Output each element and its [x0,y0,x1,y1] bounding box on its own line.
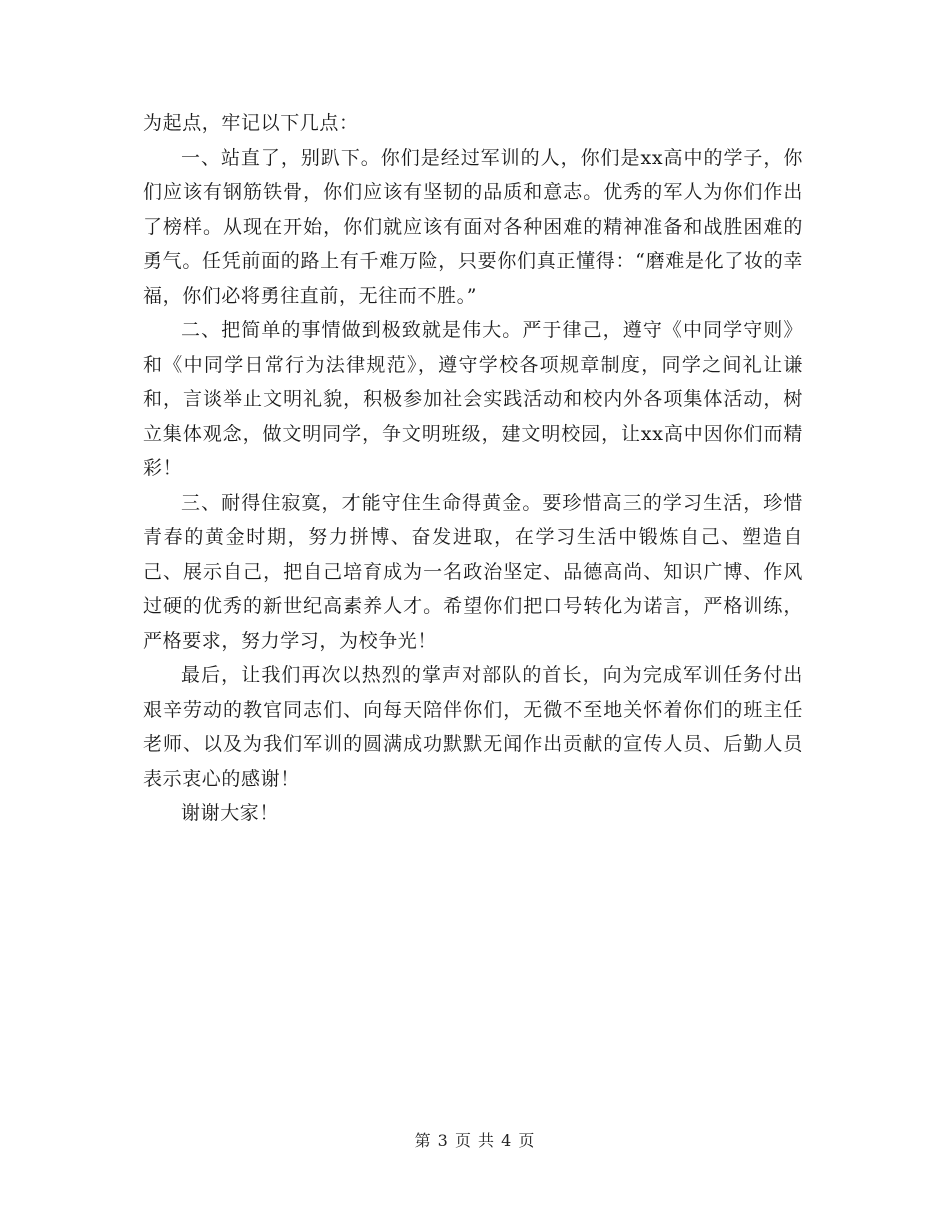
paragraph-thanks: 最后，让我们再次以热烈的掌声对部队的首长，向为完成军训任务付出艰辛劳动的教官同志们、向每天陪伴你们，无微不至地关怀着你们的班主任老师、以及为我们军训的圆满成功默默无闻作出贡献的宣传人员、后勤人员表示衷心的感谢！ [143,664,803,790]
document-body [143,106,803,831]
paragraph-intro: 为起点，牢记以下几点： [143,112,359,134]
page-number-footer: 第 3 页 共 4 页 [414,1131,536,1150]
paragraph-point-two: 二、把简单的事情做到极致就是伟大。严于律己，遵守《中同学守则》和《中同学日常行为法律规范》，遵守学校各项规章制度，同学之间礼让谦和，言谈举止文明礼貌，积极参加社会实践活动和校内外各项集体活动，树立集体观念，做文明同学，争文明班级，建文明校园，让xx高中因你们而精彩！ [143,319,803,479]
paragraph-point-one: 一、站直了，别趴下。你们是经过军训的人，你们是xx高中的学子，你们应该有钢筋铁骨，你们应该有坚韧的品质和意志。优秀的军人为你们作出了榜样。从现在开始，你们就应该有面对各种困难的精神准备和战胜困难的勇气。任凭前面的路上有千难万险，只要你们真正懂得：“磨难是化了妆的幸福，你们必将勇往直前，无往而不胜。” [143,146,803,307]
paragraph-point-three: 三、耐得住寂寞，才能守住生命得黄金。要珍惜高三的学习生活，珍惜青春的黄金时期，努力拼博、奋发进取，在学习生活中锻炼自己、塑造自己、展示自己，把自己培育成为一名政治坚定、品德高尚、知识广博、作风过硬的优秀的新世纪高素养人才。希望你们把口号转化为诺言，严格训练，严格要求，努力学习，为校争光！ [143,491,803,652]
paragraph-closing: 谢谢大家！ [181,802,280,824]
